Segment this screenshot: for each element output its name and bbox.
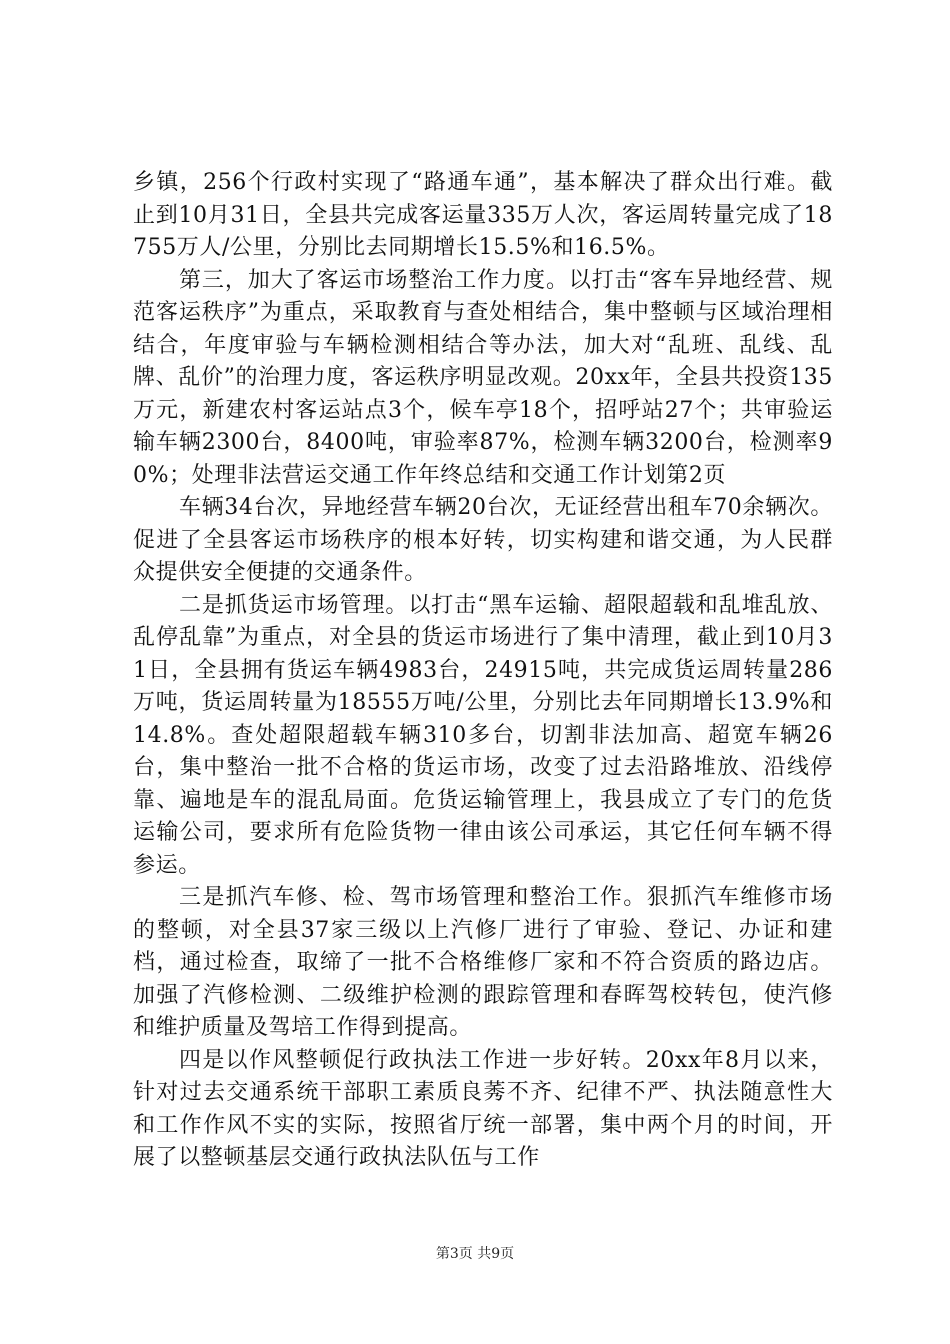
- paragraph: 第三，加大了客运市场整治工作力度。以打击“客车异地经营、规范客运秩序”为重点，采取教育与查处相结合，集中整顿与区域治理相结合，年度审验与车辆检测相结合等办法，加大对“乱班、乱线、乱牌、乱价”的治理力度，客运秩序明显改观。20xx年，全县共投资135万元，新建农村客运站点3个，候车亭18个，招呼站27个；共审验运输车辆2300台，8400吨，审验率87%，检测车辆3200台，检测率90%；处理非法营运交通工作年终总结和交通工作计划第2页: [133, 267, 833, 488]
- paragraph: 四是以作风整顿促行政执法工作进一步好转。20xx年8月以来，针对过去交通系统干部职工素质良莠不齐、纪律不严、执法随意性大和工作作风不实的实际，按照省厅统一部署，集中两个月的时间，开展了以整顿基层交通行政执法队伍与工作: [133, 1047, 833, 1170]
- paragraph: 二是抓货运市场管理。以打击“黑车运输、超限超载和乱堆乱放、乱停乱靠”为重点，对全县的货运市场进行了集中清理，截止到10月31日，全县拥有货运车辆4983台，24915吨，共完成货运周转量286万吨，货运周转量为18555万吨/公里，分别比去年同期增长13.9%和14.8%。查处超限超载车辆310多台，切割非法加高、超宽车辆26台，集中整治一批不合格的货运市场，改变了过去沿路堆放、沿线停靠、遍地是车的混乱局面。危货运输管理上，我县成立了专门的危货运输公司，要求所有危险货物一律由该公司承运，其它任何车辆不得参运。: [133, 592, 833, 878]
- paragraph: 乡镇，256个行政村实现了“路通车通”，基本解决了群众出行难。截止到10月31日，全县共完成客运量335万人次，客运周转量完成了18755万人/公里，分别比去同期增长15.5%和16.5%。: [133, 170, 833, 260]
- page-number-footer: 第3页 共9页: [435, 1246, 515, 1262]
- paragraph: 车辆34台次，异地经营车辆20台次，无证经营出租车70余辆次。促进了全县客运市场秩序的根本好转，切实构建和谐交通，为人民群众提供安全便捷的交通条件。: [133, 495, 833, 585]
- paragraph: 三是抓汽车修、检、驾市场管理和整治工作。狠抓汽车维修市场的整顿，对全县37家三级以上汽修厂进行了审验、登记、办证和建档，通过检查，取缔了一批不合格维修厂家和不符合资质的路边店。加强了汽修检测、二级维护检测的跟踪管理和春晖驾校转包，使汽修和维护质量及驾培工作得到提高。: [133, 885, 833, 1040]
- document-body: [133, 167, 833, 1175]
